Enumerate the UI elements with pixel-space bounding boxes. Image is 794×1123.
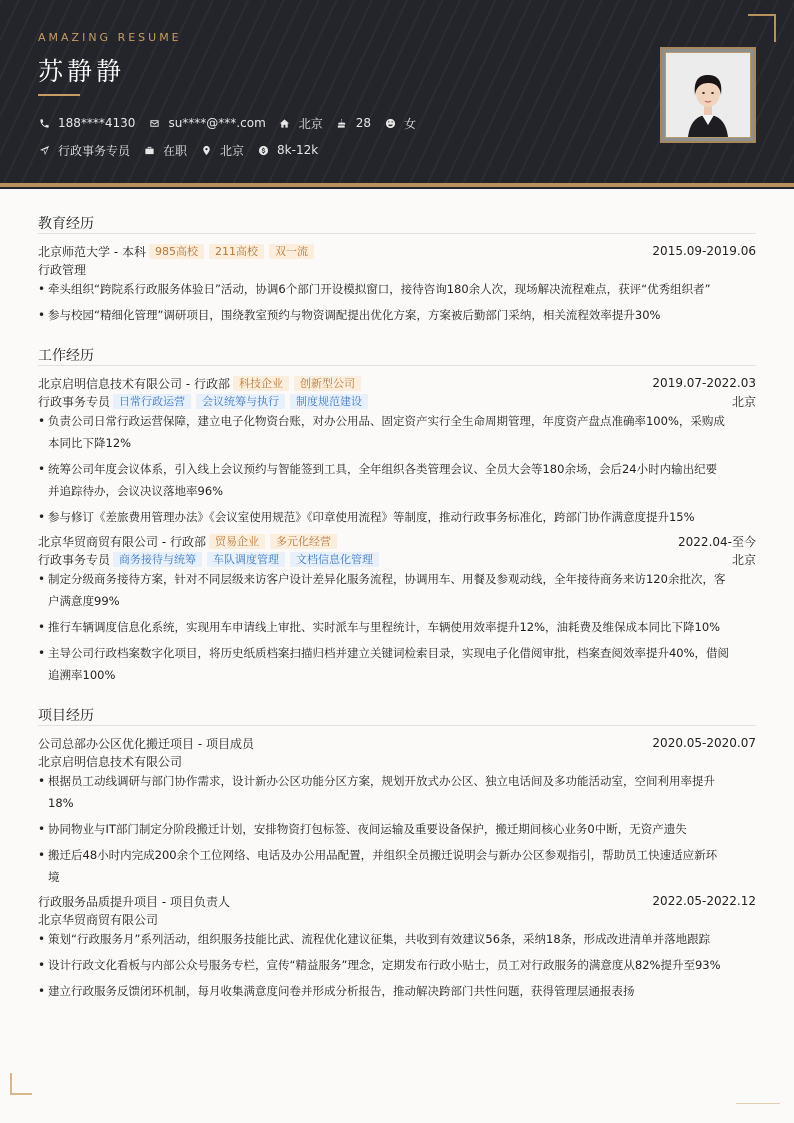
project-date: 2020.05-2020.07	[652, 736, 756, 750]
bullet-line: 协同物业与IT部门制定分阶段搬迁计划，安排物资打包标签、夜间运输及重要设备保护，搬迁期间核心业务0中断，无资产遗失	[48, 822, 687, 836]
project-org: 北京启明信息技术有限公司	[38, 754, 183, 769]
education-major-line	[38, 260, 756, 278]
role-tag: 商务接待与统筹	[113, 552, 202, 567]
project-section-title: 项目经历	[38, 708, 94, 724]
company-name: 北京华贸商贸有限公司 - 行政部	[38, 534, 206, 549]
company-tag: 多元化经营	[270, 534, 337, 549]
email-info	[148, 116, 265, 130]
target-position-text: 行政事务专员	[58, 143, 131, 158]
project-bullet	[38, 818, 756, 840]
project-bullet	[38, 954, 756, 976]
mail-icon	[148, 117, 160, 129]
work-section-divider	[38, 365, 756, 366]
school-name: 北京师范大学 - 本科	[38, 244, 146, 259]
salary-text: 8k-12k	[277, 143, 319, 157]
profile-photo	[665, 52, 751, 138]
work-section-title: 工作经历	[38, 348, 94, 364]
bullet-line: 策划“行政服务月”系列活动，组织服务技能比武、流程优化建议征集，共收到有效建议56条，采纳18条，形成改进清单并落地跟踪	[48, 932, 711, 946]
role-name: 行政事务专员	[38, 552, 111, 567]
bullet-line: 负责公司日常行政运营保障，建立电子化物资台账，对办公用品、固定资产实行全生命周期管理，年度资产盘点准确率100%，采购成	[48, 414, 725, 428]
bullet-line: 境	[48, 870, 60, 884]
work-city: 北京	[731, 394, 756, 409]
major-name: 行政管理	[38, 262, 87, 277]
corner-decoration-bottom-right	[736, 1103, 780, 1104]
bullet-line: 根据员工动线调研与部门协作需求，设计新办公区功能分区方案，规划开放式办公区、独立电话间及多功能活动室，空间利用率提升	[48, 774, 715, 788]
school-tag: 双一流	[269, 244, 314, 259]
school-tag: 211高校	[209, 244, 264, 259]
candidate-name: 苏静静	[38, 57, 126, 86]
corner-decoration-bottom-left	[10, 1073, 32, 1095]
project-bullet	[38, 928, 756, 950]
residence-info	[279, 115, 323, 132]
residence-text: 北京	[298, 116, 323, 131]
role-name: 行政事务专员	[38, 394, 111, 409]
age-text: 28	[355, 116, 372, 130]
bullet-line: 18%	[48, 796, 74, 810]
work-date: 2019.07-2022.03	[652, 376, 756, 390]
cake-icon	[336, 117, 348, 129]
home-icon	[279, 117, 291, 129]
salary-icon	[257, 144, 269, 156]
portrait-illustration	[666, 53, 750, 137]
role-tag: 文档信息化管理	[290, 552, 379, 567]
corner-decoration-top-right	[748, 14, 776, 42]
work-bullet	[38, 568, 756, 612]
work-bullet	[38, 506, 756, 528]
bullet-line: 建立行政服务反馈闭环机制，每月收集满意度问卷并形成分析报告，推动解决跨部门共性问题，获得管理层通报表扬	[48, 984, 635, 998]
education-bullet: • 牵头组织“跨院系行政服务体验日”活动，协调6个部门开设模拟窗口，接待咨询180余人次，现场解决流程难点，获评“优秀组织者”	[38, 278, 756, 300]
education-section-title: 教育经历	[38, 216, 94, 232]
project-name: 行政服务品质提升项目 - 项目负责人	[38, 894, 230, 909]
header-dark-divider	[0, 187, 794, 189]
school-tag: 985高校	[149, 244, 204, 259]
role-tag: 会议统筹与执行	[196, 394, 285, 409]
education-date: 2015.09-2019.06	[652, 244, 756, 258]
project-entry-header	[38, 892, 756, 910]
job-status-info	[143, 142, 187, 159]
project-name: 公司总部办公区优化搬迁项目 - 项目成员	[38, 736, 254, 751]
contact-row	[38, 114, 429, 132]
send-icon	[38, 144, 50, 156]
company-tag: 创新型公司	[294, 376, 361, 391]
phone-icon	[38, 117, 50, 129]
target-city-text: 北京	[220, 143, 245, 158]
location-pin-icon	[200, 144, 212, 156]
bullet-line: 推行车辆调度信息化系统，实现用车申请线上审批、实时派车与里程统计，车辆使用效率提升12%，油耗费及维保成本同比下降10%	[48, 620, 721, 634]
role-tag: 车队调度管理	[207, 552, 285, 567]
job-status-text: 在职	[163, 143, 188, 158]
phone-text: 188****4130	[58, 116, 136, 130]
job-intent-row	[38, 141, 331, 159]
bullet-line: 搬迁后48小时内完成200余个工位网络、电话及办公用品配置，并组织全员搬迁说明会与新办公区参观指引，帮助员工快速适应新环	[48, 848, 718, 862]
project-date: 2022.05-2022.12	[652, 894, 756, 908]
name-underline	[38, 94, 80, 96]
project-org-line	[38, 752, 756, 770]
phone-info	[38, 116, 135, 130]
bullet-line: 统筹公司年度会议体系，引入线上会议预约与智能签到工具，全年组织各类管理会议、全员大会等180余场，会后24小时内输出纪要	[48, 462, 718, 476]
bullet-line: 制定分级商务接待方案，针对不同层级来访客户设计差异化服务流程，协调用车、用餐及参观动线，全年接待商务来访120余批次，客	[48, 572, 726, 586]
gender-info	[384, 115, 416, 132]
role-tag: 制度规范建设	[290, 394, 368, 409]
work-city: 北京	[731, 552, 756, 567]
email-text: su****@***.com	[168, 116, 266, 130]
company-tag: 贸易企业	[209, 534, 265, 549]
education-bullet: • 参与校园“精细化管理”调研项目，围绕教室预约与物资调配提出优化方案，方案被后勤部门采纳，相关流程效率提升30%	[38, 304, 756, 326]
project-entry-header	[38, 734, 756, 752]
project-org: 北京华贸商贸有限公司	[38, 912, 159, 927]
target-position-info	[38, 142, 130, 159]
work-entry-header	[38, 532, 756, 550]
project-bullet	[38, 980, 756, 1002]
age-info	[336, 116, 371, 130]
target-city-info	[200, 142, 244, 159]
work-role-line	[38, 392, 756, 410]
work-bullet	[38, 616, 756, 638]
role-tag: 日常行政运营	[113, 394, 191, 409]
bullet-line: 主导公司行政档案数字化项目，将历史纸质档案扫描归档并建立关键词检索目录，实现电子化借阅审批，档案查阅效率提升40%，借阅	[48, 646, 730, 660]
bullet-line: 并追踪待办，会议决议落地率96%	[48, 484, 224, 498]
education-section-divider	[38, 233, 756, 234]
work-bullet	[38, 410, 756, 454]
status-icon	[143, 144, 155, 156]
bullet-line: 参与修订《差旅费用管理办法》《会议室使用规范》《印章使用流程》等制度，推动行政事务标准化，跨部门协作满意度提升15%	[48, 510, 695, 524]
profile-photo-frame	[660, 47, 756, 143]
company-name: 北京启明信息技术有限公司 - 行政部	[38, 376, 230, 391]
work-bullet	[38, 642, 756, 686]
bullet-line: 追溯率100%	[48, 668, 116, 682]
education-entry-header	[38, 242, 756, 260]
company-tag: 科技企业	[233, 376, 289, 391]
gender-text: 女	[404, 116, 417, 131]
bullet-line: 本同比下降12%	[48, 436, 132, 450]
resume-kicker: AMAZING RESUME	[38, 31, 182, 44]
gender-icon	[384, 117, 396, 129]
salary-info	[257, 143, 318, 157]
work-entry-header	[38, 374, 756, 392]
project-bullet	[38, 770, 756, 814]
project-section-divider	[38, 725, 756, 726]
project-org-line	[38, 910, 756, 928]
work-role-line	[38, 550, 756, 568]
project-bullet	[38, 844, 756, 888]
bullet-line: 户满意度99%	[48, 594, 120, 608]
work-date: 2022.04-至今	[678, 534, 756, 549]
work-bullet	[38, 458, 756, 502]
bullet-line: 设计行政文化看板与内部公众号服务专栏，宣传“精益服务”理念，定期发布行政小贴士，员工对行政服务的满意度从82%提升至93%	[48, 958, 721, 972]
